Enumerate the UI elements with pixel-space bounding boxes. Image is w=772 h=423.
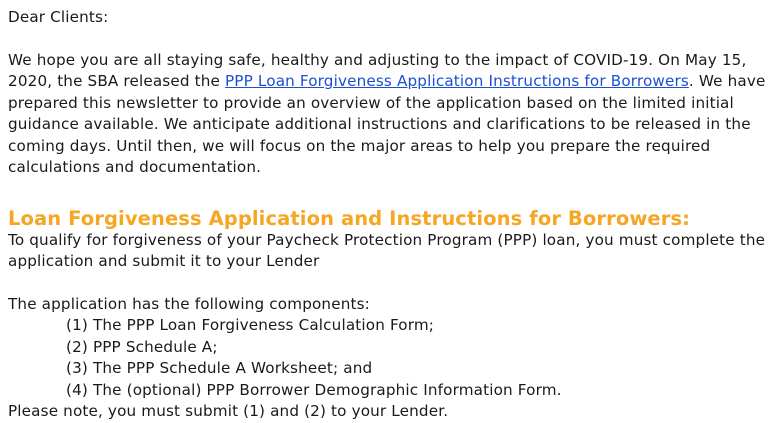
submission-note: Please note, you must submit (1) and (2) to your Lender. — [8, 402, 449, 420]
list-item: (2) PPP Schedule A; — [66, 337, 218, 356]
list-item: (4) The (optional) PPP Borrower Demographic Information Form. — [66, 380, 562, 399]
intro-text-before-link: We hope you are all staying safe, healthy and adjusting to the impact of COVID-19. On May 15, 2020, the SBA released the — [8, 50, 747, 90]
components-list — [8, 315, 766, 401]
spacer — [8, 29, 766, 50]
section-heading: Loan Forgiveness Application and Instructions for Borrowers: — [8, 206, 691, 230]
spacer — [8, 273, 766, 294]
email-body — [8, 7, 766, 423]
intro-paragraph — [8, 50, 766, 179]
list-item: (3) The PPP Schedule A Worksheet; and — [66, 359, 373, 377]
greeting: Dear Clients: — [8, 8, 109, 26]
intro-text-after-link: . We have prepared this newsletter to provide an overview of the application based on the limited initial guidance available. We anticipate additional instructions and clarifications to be released in the coming days. Until then, we will focus on the major areas to help you prepare the required calculations and documentation. — [8, 72, 766, 176]
ppp-instructions-link[interactable]: PPP Loan Forgiveness Application Instructions for Borrowers — [225, 72, 689, 90]
spacer — [8, 179, 766, 200]
list-item: (1) The PPP Loan Forgiveness Calculation Form; — [66, 316, 435, 334]
section-body: To qualify for forgiveness of your Paycheck Protection Program (PPP) loan, you must complete the application and submit it to your Lender — [8, 230, 766, 270]
components-intro: The application has the following components: — [8, 294, 370, 313]
